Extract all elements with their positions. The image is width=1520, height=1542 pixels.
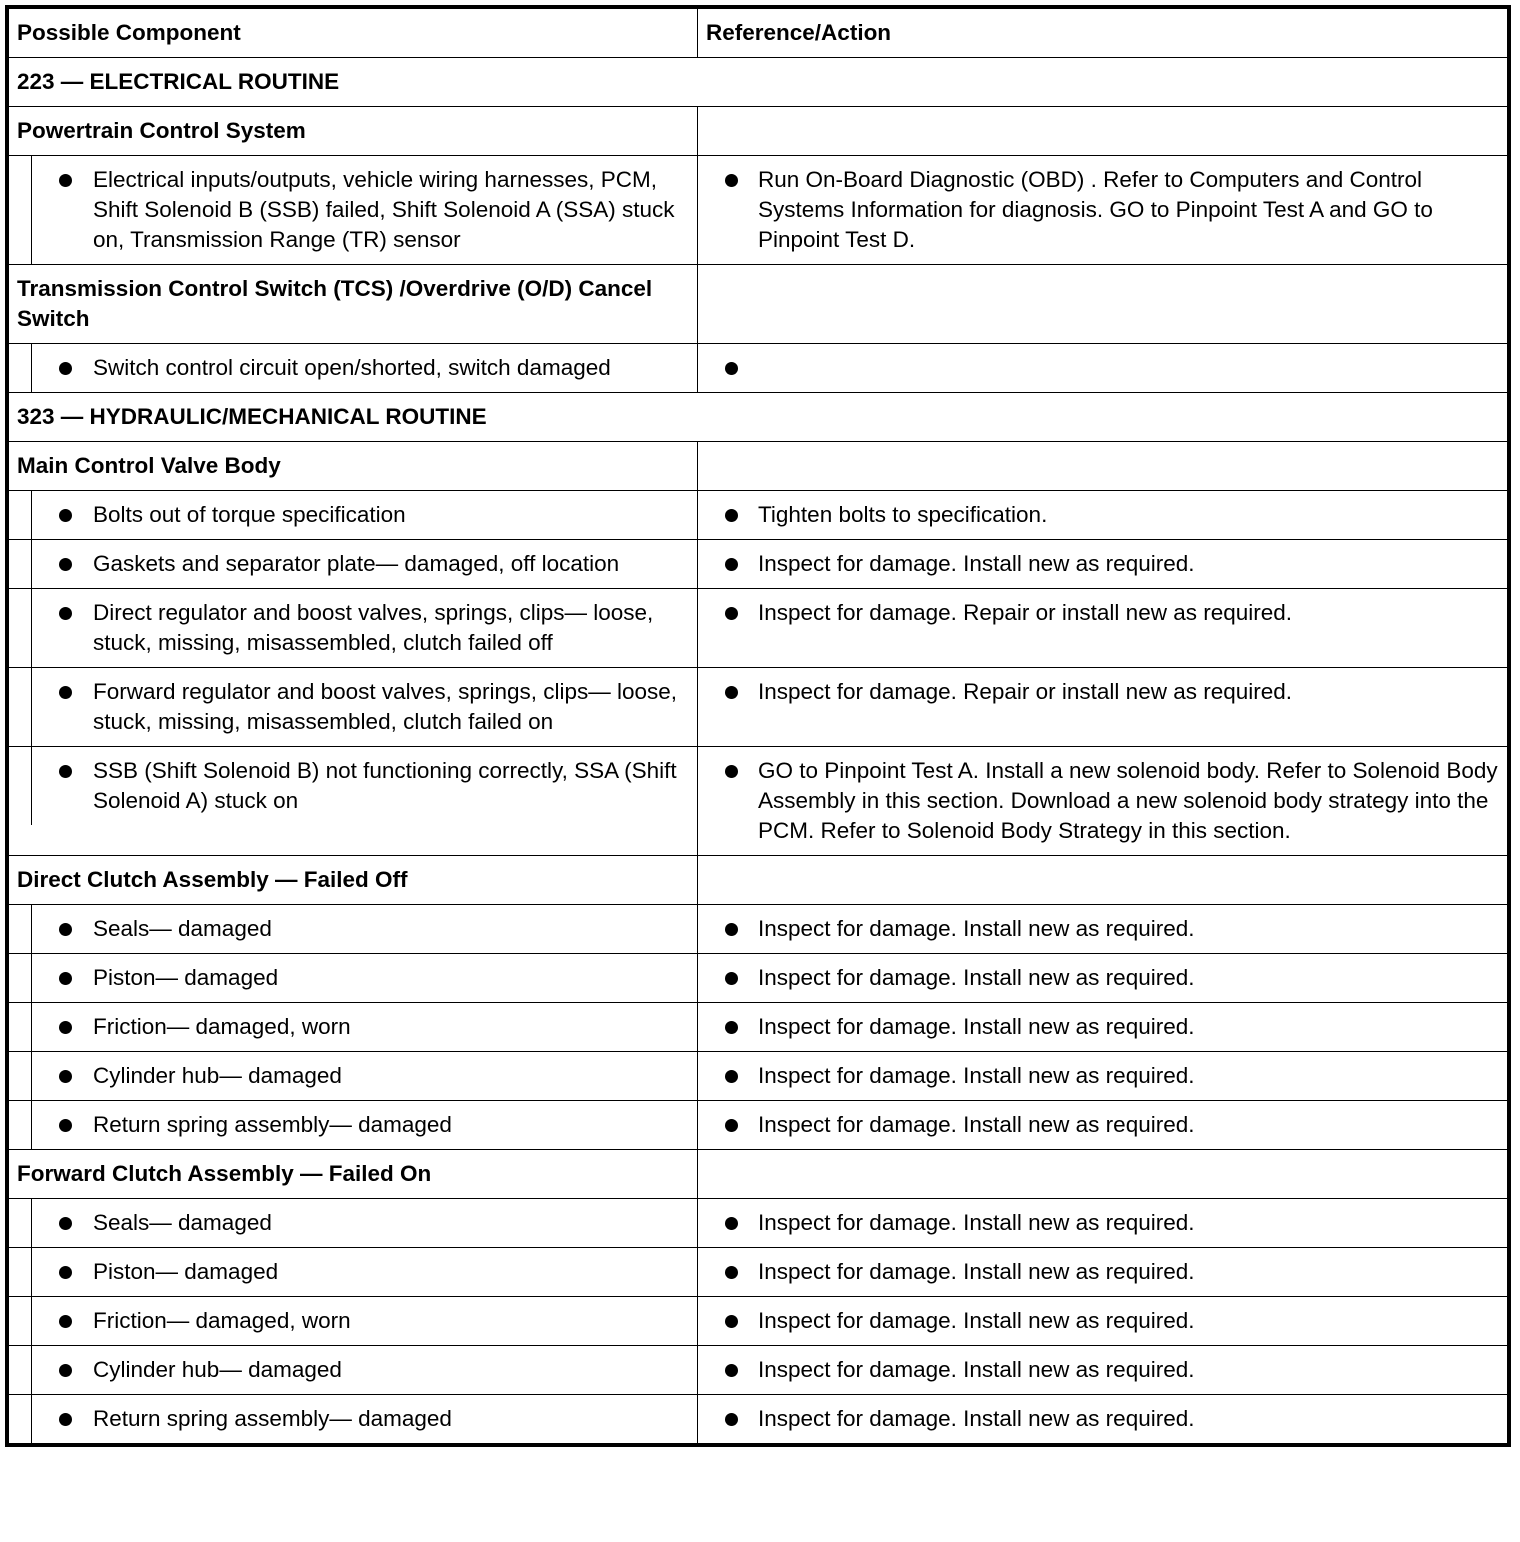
action-text: Inspect for damage. Install new as required. [758, 1308, 1195, 1333]
component-text: Switch control circuit open/shorted, switch damaged [93, 355, 611, 380]
action-bullet-item [698, 914, 1499, 944]
component-cell [9, 668, 698, 747]
table-row [9, 1101, 1508, 1150]
bullet-icon [725, 607, 738, 620]
component-cell [9, 1003, 698, 1052]
component-indent [31, 747, 689, 825]
action-cell [698, 905, 1508, 954]
group-row [9, 856, 1508, 905]
bullet-icon [59, 362, 72, 375]
action-bullet-item [698, 598, 1499, 628]
component-indent [31, 1248, 689, 1296]
bullet-icon [59, 1413, 72, 1426]
component-cell [9, 156, 698, 265]
bullet-icon [59, 1217, 72, 1230]
diagnosis-table [8, 8, 1508, 1444]
component-cell [9, 491, 698, 540]
action-text: Inspect for damage. Install new as required. [758, 1063, 1195, 1088]
component-indent [31, 1101, 689, 1149]
bullet-icon [59, 972, 72, 985]
bullet-icon [725, 1119, 738, 1132]
table-row [9, 1346, 1508, 1395]
action-cell [698, 1297, 1508, 1346]
bullet-icon [725, 1315, 738, 1328]
action-bullet-item [698, 165, 1499, 255]
component-indent [31, 1199, 689, 1247]
component-indent [31, 540, 689, 588]
bullet-icon [59, 1364, 72, 1377]
action-cell [698, 156, 1508, 265]
action-text: GO to Pinpoint Test A. Install a new solenoid body. Refer to Solenoid Body Assembly in this section. Download a new solenoid body strategy into the PCM. Refer to Solenoid Body Strategy in this section. [758, 758, 1498, 843]
bullet-icon [725, 362, 738, 375]
group-name: Powertrain Control System [9, 107, 698, 156]
component-indent [31, 344, 689, 392]
component-text: Cylinder hub— damaged [93, 1357, 342, 1382]
table-row [9, 1199, 1508, 1248]
group-name: Direct Clutch Assembly — Failed Off [9, 856, 698, 905]
component-cell [9, 344, 698, 393]
component-text: Seals— damaged [93, 916, 272, 941]
group-name: Forward Clutch Assembly — Failed On [9, 1150, 698, 1199]
bullet-icon [725, 174, 738, 187]
component-text: Electrical inputs/outputs, vehicle wiring harnesses, PCM, Shift Solenoid B (SSB) failed, Shift Solenoid A (SSA) stuck on, Transmission Range (TR) sensor [93, 167, 675, 252]
action-bullet-item [698, 1061, 1499, 1091]
table-row [9, 589, 1508, 668]
component-indent [31, 491, 689, 539]
action-cell [698, 1101, 1508, 1150]
action-text: Tighten bolts to specification. [758, 502, 1048, 527]
group-name: Transmission Control Switch (TCS) /Overdrive (O/D) Cancel Switch [9, 265, 698, 344]
bullet-icon [59, 1021, 72, 1034]
bullet-icon [59, 607, 72, 620]
component-text: Return spring assembly— damaged [93, 1406, 452, 1431]
table-row [9, 747, 1508, 856]
action-text: Inspect for damage. Install new as required. [758, 1112, 1195, 1137]
bullet-icon [725, 1364, 738, 1377]
action-cell [698, 1346, 1508, 1395]
component-cell [9, 540, 698, 589]
component-text: Forward regulator and boost valves, springs, clips— loose, stuck, missing, misassembled, clutch failed on [93, 679, 678, 734]
action-bullet-item [698, 1208, 1499, 1238]
component-bullet-item [32, 963, 689, 993]
component-bullet-item [32, 598, 689, 658]
component-text: Piston— damaged [93, 1259, 279, 1284]
action-text: Inspect for damage. Repair or install new as required. [758, 600, 1293, 625]
action-bullet-item [698, 963, 1499, 993]
table-row [9, 1395, 1508, 1444]
action-cell [698, 747, 1508, 856]
action-cell [698, 589, 1508, 668]
component-cell [9, 747, 698, 856]
bullet-icon [725, 1021, 738, 1034]
component-text: Friction— damaged, worn [93, 1014, 351, 1039]
group-action-empty [698, 856, 1508, 905]
table-row [9, 1248, 1508, 1297]
action-bullet-item [698, 1257, 1499, 1287]
group-name: Main Control Valve Body [9, 442, 698, 491]
action-cell [698, 1052, 1508, 1101]
component-bullet-item [32, 1061, 689, 1091]
component-bullet-item [32, 1257, 689, 1287]
component-indent [31, 1297, 689, 1345]
bullet-icon [725, 558, 738, 571]
action-bullet-item [698, 677, 1499, 707]
component-bullet-item [32, 165, 689, 255]
diagnosis-table-body [9, 9, 1508, 1444]
action-cell [698, 344, 1508, 393]
component-text: Friction— damaged, worn [93, 1308, 351, 1333]
bullet-icon [725, 765, 738, 778]
action-text: Inspect for damage. Install new as required. [758, 1406, 1195, 1431]
action-cell [698, 954, 1508, 1003]
table-row [9, 344, 1508, 393]
group-row [9, 1150, 1508, 1199]
component-cell [9, 954, 698, 1003]
table-row [9, 1297, 1508, 1346]
bullet-icon [59, 1315, 72, 1328]
component-indent [31, 1395, 689, 1443]
component-text: Bolts out of torque specification [93, 502, 406, 527]
component-text: Return spring assembly— damaged [93, 1112, 452, 1137]
component-cell [9, 1248, 698, 1297]
component-indent [31, 156, 689, 264]
section-title: 223 — ELECTRICAL ROUTINE [9, 58, 1508, 107]
action-bullet-item [698, 549, 1499, 579]
bullet-icon [725, 1217, 738, 1230]
header-possible-component: Possible Component [9, 9, 698, 58]
component-text: Cylinder hub— damaged [93, 1063, 342, 1088]
table-row [9, 668, 1508, 747]
action-cell [698, 491, 1508, 540]
header-reference-action: Reference/Action [698, 9, 1508, 58]
action-bullet-item [698, 353, 1499, 375]
component-indent [31, 1346, 689, 1394]
bullet-icon [59, 1266, 72, 1279]
section-row [9, 58, 1508, 107]
action-bullet-item [698, 500, 1499, 530]
component-bullet-item [32, 1404, 689, 1434]
action-cell [698, 1003, 1508, 1052]
component-bullet-item [32, 549, 689, 579]
bullet-icon [59, 1119, 72, 1132]
component-cell [9, 1052, 698, 1101]
component-bullet-item [32, 1306, 689, 1336]
component-bullet-item [32, 353, 689, 383]
table-row [9, 954, 1508, 1003]
component-indent [31, 668, 689, 746]
bullet-icon [725, 923, 738, 936]
action-bullet-item [698, 1012, 1499, 1042]
component-bullet-item [32, 914, 689, 944]
component-text: Piston— damaged [93, 965, 279, 990]
table-row [9, 491, 1508, 540]
component-bullet-item [32, 500, 689, 530]
action-cell [698, 1248, 1508, 1297]
component-text: Direct regulator and boost valves, springs, clips— loose, stuck, missing, misassembled, clutch failed off [93, 600, 654, 655]
bullet-icon [59, 1070, 72, 1083]
bullet-icon [725, 686, 738, 699]
group-row [9, 442, 1508, 491]
action-bullet-item [698, 756, 1499, 846]
action-bullet-item [698, 1355, 1499, 1385]
group-row [9, 265, 1508, 344]
bullet-icon [725, 972, 738, 985]
action-text: Inspect for damage. Install new as required. [758, 965, 1195, 990]
group-row [9, 107, 1508, 156]
bullet-icon [725, 1266, 738, 1279]
bullet-icon [725, 509, 738, 522]
group-action-empty [698, 1150, 1508, 1199]
action-bullet-item [698, 1110, 1499, 1140]
component-bullet-item [32, 1012, 689, 1042]
action-text: Inspect for damage. Install new as required. [758, 1259, 1195, 1284]
component-indent [31, 589, 689, 667]
group-action-empty [698, 265, 1508, 344]
component-cell [9, 905, 698, 954]
component-indent [31, 1052, 689, 1100]
component-text: Gaskets and separator plate— damaged, off location [93, 551, 620, 576]
bullet-icon [59, 923, 72, 936]
action-cell [698, 1395, 1508, 1444]
table-row [9, 905, 1508, 954]
component-bullet-item [32, 1208, 689, 1238]
component-bullet-item [32, 677, 689, 737]
action-text: Inspect for damage. Install new as required. [758, 1210, 1195, 1235]
component-text: SSB (Shift Solenoid B) not functioning correctly, SSA (Shift Solenoid A) stuck on [93, 758, 677, 813]
bullet-icon [59, 509, 72, 522]
component-bullet-item [32, 1110, 689, 1140]
action-text: Inspect for damage. Repair or install new as required. [758, 679, 1293, 704]
action-cell [698, 668, 1508, 747]
bullet-icon [59, 558, 72, 571]
diagnosis-table-sheet [5, 5, 1511, 1447]
component-indent [31, 954, 689, 1002]
component-cell [9, 1395, 698, 1444]
bullet-icon [725, 1070, 738, 1083]
component-bullet-item [32, 1355, 689, 1385]
table-row [9, 156, 1508, 265]
component-cell [9, 1101, 698, 1150]
table-row [9, 1052, 1508, 1101]
component-cell [9, 1346, 698, 1395]
group-action-empty [698, 107, 1508, 156]
component-cell [9, 589, 698, 668]
component-bullet-item [32, 756, 689, 816]
section-title: 323 — HYDRAULIC/MECHANICAL ROUTINE [9, 393, 1508, 442]
action-bullet-item [698, 1306, 1499, 1336]
action-cell [698, 1199, 1508, 1248]
section-row [9, 393, 1508, 442]
component-text: Seals— damaged [93, 1210, 272, 1235]
action-text: Inspect for damage. Install new as required. [758, 551, 1195, 576]
component-cell [9, 1199, 698, 1248]
action-text: Inspect for damage. Install new as required. [758, 1014, 1195, 1039]
action-text: Inspect for damage. Install new as required. [758, 1357, 1195, 1382]
group-action-empty [698, 442, 1508, 491]
table-row [9, 540, 1508, 589]
component-cell [9, 1297, 698, 1346]
action-text: Inspect for damage. Install new as required. [758, 916, 1195, 941]
bullet-icon [59, 686, 72, 699]
table-header-row [9, 9, 1508, 58]
bullet-icon [59, 174, 72, 187]
action-text: Run On-Board Diagnostic (OBD) . Refer to Computers and Control Systems Information for diagnosis. GO to Pinpoint Test A and GO to Pinpoint Test D. [758, 167, 1433, 252]
table-row [9, 1003, 1508, 1052]
component-indent [31, 1003, 689, 1051]
action-cell [698, 540, 1508, 589]
bullet-icon [725, 1413, 738, 1426]
action-bullet-item [698, 1404, 1499, 1434]
bullet-icon [59, 765, 72, 778]
component-indent [31, 905, 689, 953]
